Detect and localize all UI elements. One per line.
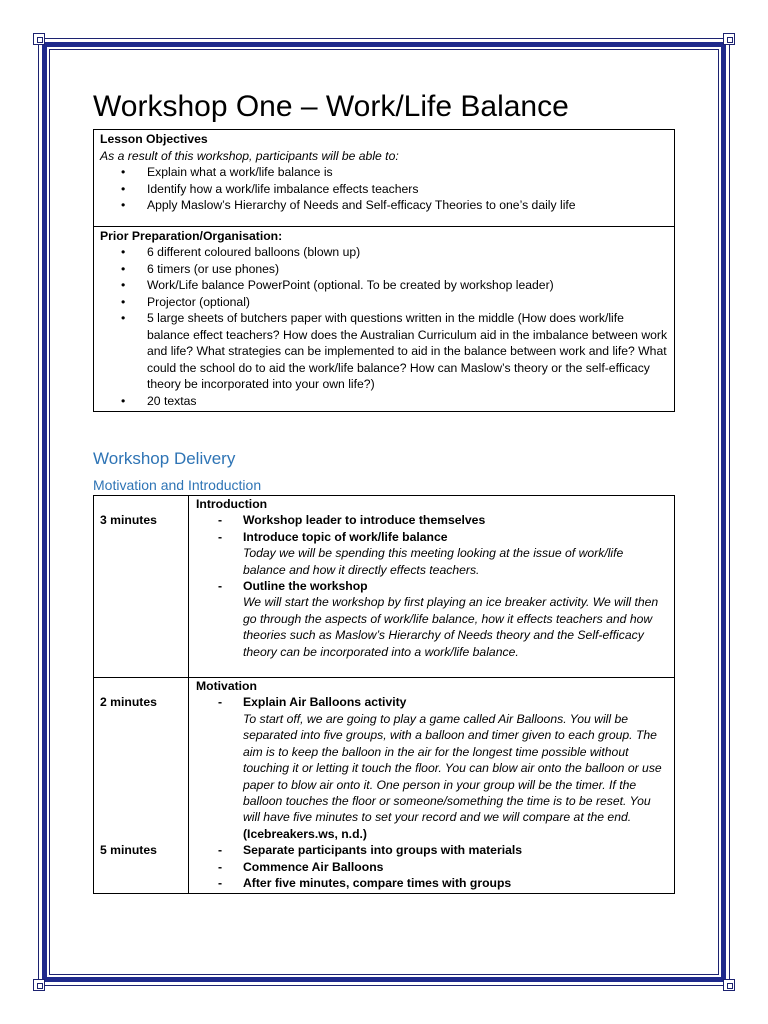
step-item: - Workshop leader to introduce themselves: [218, 513, 486, 528]
list-item: • Apply Maslow’s Hierarchy of Needs and Self-efficacy Theories to one’s daily life: [100, 197, 668, 214]
step-description: To start off, we are going to play a game called Air Balloons. You will be separated into five groups, with a balloon and timer given to each group. The aim is to keep the balloon in the air for the longest time possible without touching it or letting it touch the floor. You can blow air onto the balloon or use paper to blow air onto it. One person in your group will be the timer. If the balloon touches the floor or someone/something the time is to be reset. You will have five minutes to set your record and we will compare at the end. (Icebreakers.ws, n.d.): [243, 711, 662, 841]
preparation-section: [94, 226, 674, 412]
corner-ornament-bottom-right: [723, 979, 735, 991]
objectives-box: [93, 129, 675, 412]
workshop-delivery-heading: Workshop Delivery: [93, 449, 236, 468]
content-cell: [189, 678, 675, 894]
preparation-list: [100, 244, 668, 409]
content-cell: [189, 496, 675, 678]
page-title: Workshop One – Work/Life Balance: [93, 90, 569, 123]
list-item: • Work/Life balance PowerPoint (optional. To be created by workshop leader): [100, 277, 668, 294]
table-row: [94, 496, 675, 678]
citation: (Icebreakers.ws, n.d.): [243, 826, 367, 841]
motivation-introduction-heading: Motivation and Introduction: [93, 477, 262, 493]
section-heading: Motivation: [196, 679, 257, 694]
section-heading: Introduction: [196, 497, 268, 511]
table-row: [94, 678, 675, 894]
corner-ornament-top-left: [33, 33, 45, 45]
delivery-table: [93, 495, 675, 894]
list-item: • Projector (optional): [100, 294, 668, 311]
objectives-heading: Lesson Objectives: [100, 132, 208, 146]
objectives-section: [94, 130, 674, 226]
step-description: We will start the workshop by first playing an ice breaker activity. We will then go through the aspects of work/life balance, how it effects teachers and how theories such as Maslow’s Hierarchy of Needs theory and the Self-efficacy theory can be incorporated into a work/life balance.: [243, 595, 659, 659]
corner-ornament-top-right: [723, 33, 735, 45]
objectives-list: [100, 164, 668, 224]
step-item: - Separate participants into groups with materials: [218, 843, 523, 858]
list-item: • 5 large sheets of butchers paper with questions written in the middle (How does work/life balance effect teachers? How does the Australian Curriculum aid in the imbalance between work and life? What strategies can be implemented to aid in the balance between work and life? What could the school do to aid the work/life balance? How can Maslow’s theory or the self-efficacy theory be incorporated into your own life?): [100, 310, 668, 393]
objectives-intro: As a result of this workshop, participants will be able to:: [100, 148, 399, 163]
list-item: • 20 textas: [100, 393, 668, 410]
duration-label: 5 minutes: [100, 843, 157, 858]
step-description: Today we will be spending this meeting looking at the issue of work/life balance and how it directly effects teachers.: [243, 546, 624, 577]
list-item: • 6 timers (or use phones): [100, 261, 668, 278]
corner-ornament-bottom-left: [33, 979, 45, 991]
list-item: • 6 different coloured balloons (blown up): [100, 244, 668, 261]
duration-label: 3 minutes: [100, 513, 157, 528]
step-item: - Commence Air Balloons: [218, 859, 384, 874]
preparation-heading: Prior Preparation/Organisation:: [100, 228, 283, 243]
step-item: - Explain Air Balloons activity: [218, 695, 407, 710]
list-item: • Identify how a work/life imbalance effects teachers: [100, 181, 668, 198]
duration-label: 2 minutes: [100, 695, 157, 710]
step-item: - Introduce topic of work/life balance: [218, 529, 448, 544]
list-item: • Explain what a work/life balance is: [100, 164, 668, 181]
time-cell: [94, 678, 189, 894]
step-item: - After five minutes, compare times with groups: [218, 875, 512, 890]
time-cell: [94, 496, 189, 678]
step-item: - Outline the workshop: [218, 579, 368, 594]
